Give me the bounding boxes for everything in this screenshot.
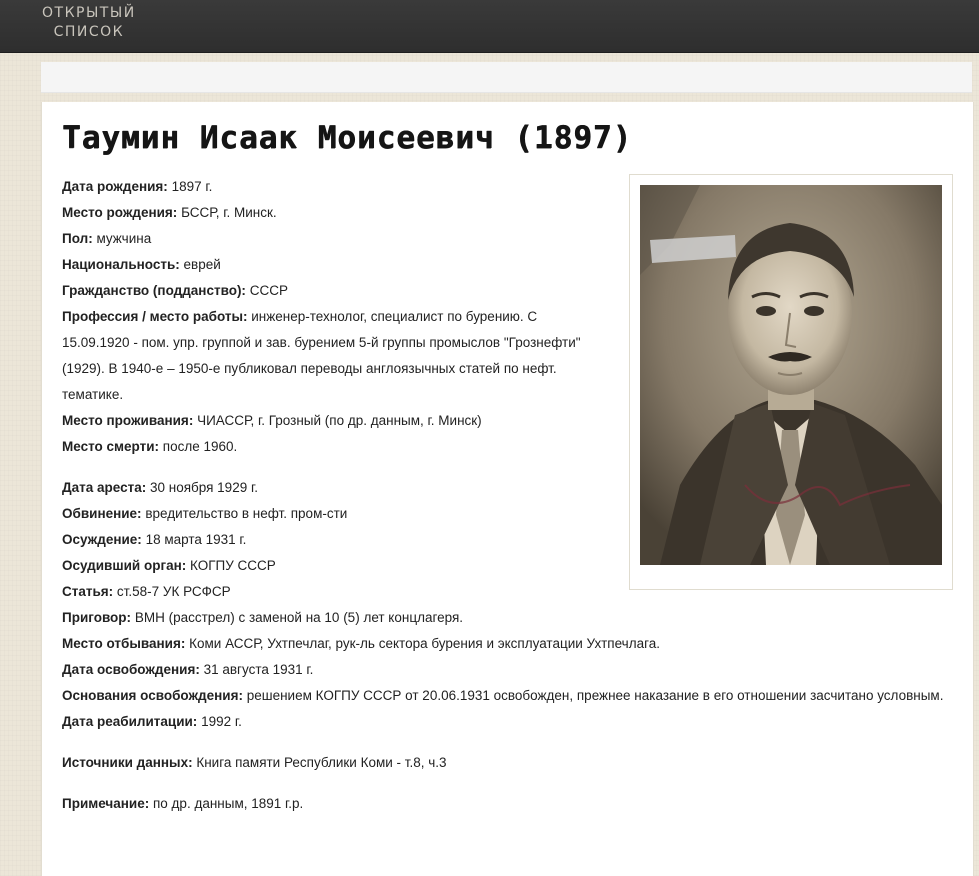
field-label: Источники данных:	[62, 755, 193, 770]
field-value: Коми АССР, Ухтпечлаг, рук-ль сектора бурения и эксплуатации Ухтпечлага.	[189, 636, 660, 651]
section-gap	[62, 776, 952, 791]
field-label: Статья:	[62, 584, 114, 599]
field-label: Осуждение:	[62, 532, 142, 547]
field-arrest-date	[62, 475, 582, 501]
field-label: Место проживания:	[62, 413, 194, 428]
field-value: по др. данным, 1891 г.р.	[152, 796, 304, 811]
breadcrumb-bar	[41, 62, 972, 93]
field-value: ЧИАССР, г. Грозный (по др. данным, г. Минск)	[197, 413, 482, 428]
field-value: инженер-технолог, специалист по бурению. С 15.09.1920 - пом. упр. группой и зав. бурением 5-й группы промыслов "Грознефти" (1929). В 1940-е – 1950-е публиковал переводы англоязычных статей по нефт. тематике.	[62, 309, 581, 402]
field-value: 18 марта 1931 г.	[145, 532, 247, 547]
field-citizenship	[62, 278, 582, 304]
field-value: 1992 г.	[201, 714, 242, 729]
portrait-frame	[629, 174, 953, 590]
logo-line-2: СПИСОК	[53, 24, 125, 40]
field-rehabilitation-date	[62, 709, 952, 735]
field-sex	[62, 226, 582, 252]
page-title: Таумин Исаак Моисеевич (1897)	[62, 120, 633, 156]
field-death-place	[62, 434, 582, 460]
field-value: 1897 г.	[171, 179, 213, 194]
logo-line-1: ОТКРЫТЫЙ	[42, 5, 136, 21]
field-value: вредительство в нефт. пром-сти	[145, 506, 348, 521]
field-label: Осудивший орган:	[62, 558, 187, 573]
field-value: мужчина	[96, 231, 152, 246]
field-note	[62, 791, 952, 817]
field-label: Пол:	[62, 231, 93, 246]
field-nationality	[62, 252, 582, 278]
field-label: Дата реабилитации:	[62, 714, 198, 729]
field-value: после 1960.	[162, 439, 238, 454]
field-value: еврей	[183, 257, 221, 272]
site-logo[interactable]	[42, 4, 136, 42]
field-label: Приговор:	[62, 610, 132, 625]
field-label: Место отбывания:	[62, 636, 186, 651]
field-value: 31 августа 1931 г.	[203, 662, 314, 677]
person-card	[41, 102, 974, 876]
field-value: ст.58-7 УК РСФСР	[116, 584, 231, 599]
field-label: Дата освобождения:	[62, 662, 200, 677]
top-navigation-bar	[0, 0, 979, 53]
field-release-grounds	[62, 683, 952, 709]
field-sources	[62, 750, 952, 776]
field-label: Профессия / место работы:	[62, 309, 248, 324]
field-birth-date	[62, 174, 582, 200]
field-camp	[62, 631, 952, 657]
field-value: БССР, г. Минск.	[181, 205, 277, 220]
field-value: решением КОГПУ СССР от 20.06.1931 освобожден, прежнее наказание в его отношении засчитано условным.	[246, 688, 944, 703]
field-release-date	[62, 657, 952, 683]
field-sentence	[62, 605, 952, 631]
field-label: Гражданство (подданство):	[62, 283, 246, 298]
portrait-illustration	[640, 185, 942, 565]
field-profession	[62, 304, 582, 408]
field-label: Место рождения:	[62, 205, 178, 220]
field-residence	[62, 408, 582, 434]
field-conviction-date	[62, 527, 582, 553]
field-label: Национальность:	[62, 257, 180, 272]
field-value: КОГПУ СССР	[190, 558, 276, 573]
field-value: СССР	[249, 283, 288, 298]
portrait-photo[interactable]	[640, 185, 942, 565]
field-label: Основания освобождения:	[62, 688, 243, 703]
field-birth-place	[62, 200, 582, 226]
field-charge	[62, 501, 582, 527]
field-convicting-body	[62, 553, 582, 579]
field-label: Примечание:	[62, 796, 150, 811]
field-label: Место смерти:	[62, 439, 159, 454]
field-article	[62, 579, 582, 605]
field-label: Дата ареста:	[62, 480, 147, 495]
field-label: Дата рождения:	[62, 179, 168, 194]
section-gap	[62, 735, 952, 750]
field-value: 30 ноября 1929 г.	[149, 480, 258, 495]
field-label: Обвинение:	[62, 506, 142, 521]
field-value: ВМН (расстрел) с заменой на 10 (5) лет концлагеря.	[134, 610, 464, 625]
field-value: Книга памяти Республики Коми - т.8, ч.3	[196, 755, 447, 770]
